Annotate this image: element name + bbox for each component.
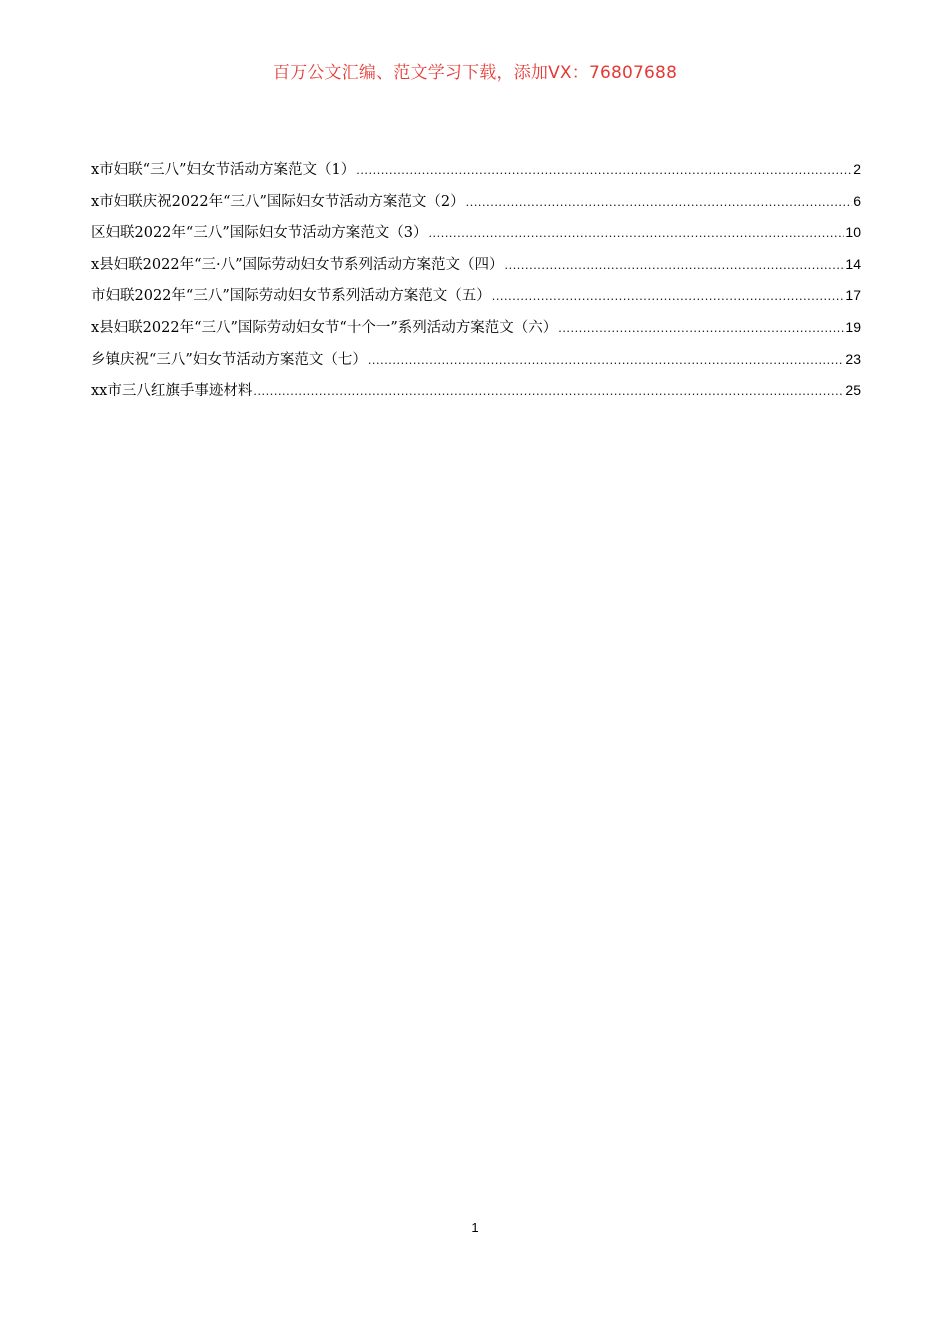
toc-entry[interactable] [91, 379, 861, 411]
toc-dot-leader [428, 227, 844, 240]
toc-entry[interactable] [91, 348, 861, 380]
toc-dot-leader [492, 290, 845, 303]
toc-entry-title: x市妇联“三八”妇女节活动方案范文（1） [91, 162, 356, 178]
toc-entry[interactable] [91, 190, 861, 222]
toc-entry-page: 2 [853, 161, 861, 177]
toc-entry-title: 乡镇庆祝“三八”妇女节活动方案范文（七） [91, 351, 367, 368]
toc-dot-leader [466, 196, 853, 209]
table-of-contents [91, 158, 861, 411]
toc-entry-title: x县妇联2022年“三八”国际劳动妇女节“十个一”系列活动方案范文（六） [91, 319, 558, 336]
toc-entry-title: 区妇联2022年“三八”国际妇女节活动方案范文（3） [91, 225, 428, 242]
toc-entry[interactable] [91, 221, 861, 253]
toc-entry-title: x县妇联2022年“三·八”国际劳动妇女节系列活动方案范文（四） [91, 256, 504, 273]
watermark-header: 百万公文汇编、范文学习下载，添加VX：76807688 [272, 63, 678, 83]
toc-entry[interactable] [91, 158, 861, 190]
toc-dot-leader [253, 385, 844, 398]
toc-entry[interactable] [91, 316, 861, 348]
toc-entry-title: x市妇联庆祝2022年“三八”国际妇女节活动方案范文（2） [91, 193, 465, 210]
toc-entry[interactable] [91, 253, 861, 285]
toc-entry-page: 14 [845, 255, 861, 272]
toc-dot-leader [356, 164, 852, 177]
toc-dot-leader [505, 259, 845, 272]
toc-entry-page: 25 [845, 382, 861, 399]
toc-dot-leader [368, 354, 845, 367]
toc-entry-page: 6 [853, 192, 861, 209]
toc-entry-title: xx市三八红旗手事迹材料 [91, 383, 253, 400]
toc-entry-page: 10 [845, 224, 861, 241]
toc-entry-page: 17 [845, 287, 861, 304]
toc-dot-leader [558, 322, 844, 335]
toc-entry-page: 19 [845, 318, 861, 335]
toc-entry-title: 市妇联2022年“三八”国际劳动妇女节系列活动方案范文（五） [91, 288, 491, 305]
toc-entry-page: 23 [845, 350, 861, 367]
page-number: 1 [471, 1220, 479, 1235]
toc-entry[interactable] [91, 284, 861, 316]
